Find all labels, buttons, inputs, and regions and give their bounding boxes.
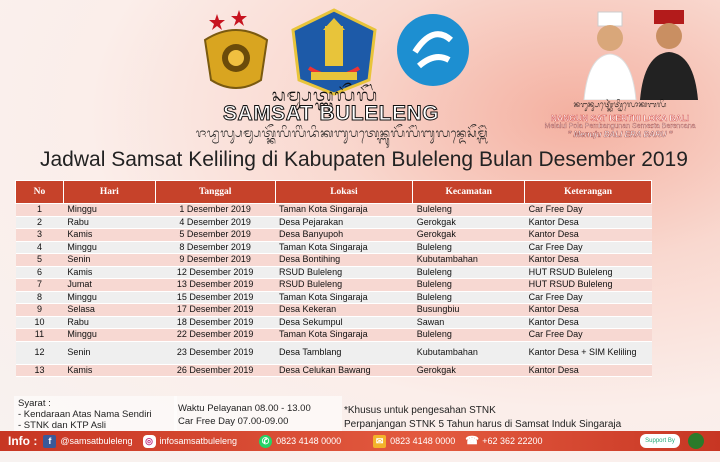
cell-kecamatan: Gerokgak (413, 229, 525, 242)
cell-hari: Minggu (63, 291, 155, 304)
cell-hari: Selasa (63, 304, 155, 317)
special-note (344, 404, 644, 432)
whatsapp-contact[interactable] (259, 435, 341, 448)
facebook-icon: f (43, 435, 56, 448)
page-title: Jadwal Samsat Keliling di Kabupaten Buleleng Bulan Desember 2019 (40, 148, 688, 171)
cell-keterangan: HUT RSUD Buleleng (525, 266, 652, 279)
special-note-line-2: Perpanjangan STNK 5 Tahun harus di Samsat Induk Singaraja (344, 419, 622, 430)
table-row (16, 291, 652, 304)
cell-kecamatan: Gerokgak (413, 216, 525, 229)
cell-lokasi: Desa Bontihing (275, 254, 413, 267)
cell-tanggal: 5 Desember 2019 (155, 229, 275, 242)
cell-no: 5 (16, 254, 64, 267)
cell-tanggal: 4 Desember 2019 (155, 216, 275, 229)
cell-kecamatan: Busungbiu (413, 304, 525, 317)
cell-hari: Rabu (63, 216, 155, 229)
car-free-day-hours: Car Free Day 07.00-09.00 (178, 416, 289, 427)
cell-kecamatan: Kubutambahan (413, 341, 525, 364)
table-row (16, 329, 652, 342)
table-row (16, 204, 652, 217)
col-header-kecamatan: Kecamatan (413, 181, 525, 204)
whatsapp-icon: ✆ (259, 435, 272, 448)
special-note-line-1: *Khusus untuk pengesahan STNK (344, 405, 496, 416)
cell-tanggal: 23 Desember 2019 (155, 341, 275, 364)
slogan-line-1: NANGUN SAT KERTHI LOKA BALI (550, 113, 690, 123)
cell-lokasi: Taman Kota Singaraja (275, 291, 413, 304)
cell-no: 3 (16, 229, 64, 242)
requirements-box (14, 396, 177, 436)
service-hours: Waktu Pelayanan 08.00 - 13.00 (178, 403, 311, 414)
cell-lokasi: Taman Kota Singaraja (275, 241, 413, 254)
service-hours-box (174, 396, 342, 436)
info-bar (0, 431, 720, 451)
cell-tanggal: 18 Desember 2019 (155, 316, 275, 329)
cell-keterangan: Car Free Day (525, 204, 652, 217)
cell-keterangan: Kantor Desa (525, 229, 652, 242)
cell-keterangan: HUT RSUD Buleleng (525, 279, 652, 292)
balinese-subtitle: ᬚᬤ᭄ᬯᬮ᭄ᬲᬫ᭄ᬲᬢ᭄ᬓᭂᬮᬶᬮᬶᬂᬤᬶᬓᬩᬸᬧᬢᬾᬦ᭄ᬩᬸᬮᭂᬮᭂᬂᬩᬸᬮᬦ᭄ᬤᬾᬲᭂᬫ᭄ᬩᭂᬃ (195, 126, 489, 140)
col-header-hari: Hari (63, 181, 155, 204)
cell-kecamatan: Buleleng (413, 204, 525, 217)
cell-lokasi: Taman Kota Singaraja (275, 204, 413, 217)
cell-lokasi: Desa Pejarakan (275, 216, 413, 229)
cell-no: 8 (16, 291, 64, 304)
support-badge: Support By (640, 434, 680, 448)
slogan-line-2: Melalui Pola Pembangunan Semesta Berencana (544, 123, 696, 130)
cell-kecamatan: Gerokgak (413, 364, 525, 377)
official-photo-1 (580, 10, 640, 100)
cell-tanggal: 13 Desember 2019 (155, 279, 275, 292)
table-row (16, 316, 652, 329)
cell-kecamatan: Buleleng (413, 266, 525, 279)
requirements-title: Syarat : (18, 398, 51, 409)
cell-lokasi: Taman Kota Singaraja (275, 329, 413, 342)
cell-tanggal: 9 Desember 2019 (155, 254, 275, 267)
cell-hari: Minggu (63, 241, 155, 254)
sms-icon: ✉ (373, 435, 386, 448)
slogan-balinese: ᬦᬗᬸᬦ᭄ᬲᬢ᭄ᬓᬾᬃᬢ᭄ᬣᬶᬮᭀᬓᬩᬮᬶ (573, 100, 667, 109)
cell-lokasi: RSUD Buleleng (275, 279, 413, 292)
cell-kecamatan: Buleleng (413, 329, 525, 342)
info-label: Info : (8, 434, 38, 448)
sms-contact[interactable] (373, 435, 455, 448)
table-row (16, 266, 652, 279)
instagram-icon: ◎ (143, 435, 156, 448)
cell-hari: Kamis (63, 229, 155, 242)
col-header-lokasi: Lokasi (275, 181, 413, 204)
phone-contact[interactable] (465, 435, 542, 448)
col-header-tanggal: Tanggal (155, 181, 275, 204)
cell-lokasi: RSUD Buleleng (275, 266, 413, 279)
table-row (16, 216, 652, 229)
cell-kecamatan: Kubutambahan (413, 254, 525, 267)
cell-keterangan: Kantor Desa (525, 364, 652, 377)
cell-keterangan: Kantor Desa (525, 216, 652, 229)
cell-keterangan: Car Free Day (525, 329, 652, 342)
cell-no: 7 (16, 279, 64, 292)
cell-no: 10 (16, 316, 64, 329)
cell-no: 1 (16, 204, 64, 217)
table-row (16, 364, 652, 377)
whatsapp-number: 0823 4148 0000 (276, 436, 342, 446)
cell-keterangan: Car Free Day (525, 291, 652, 304)
cell-tanggal: 1 Desember 2019 (155, 204, 275, 217)
cell-no: 2 (16, 216, 64, 229)
cell-hari: Rabu (63, 316, 155, 329)
slogan-line-3: " Menuju BALI ERA BARU " (567, 130, 673, 139)
requirement-item: - Kendaraan Atas Nama Sendiri (18, 409, 152, 420)
cell-kecamatan: Sawan (413, 316, 525, 329)
cell-lokasi: Desa Sekumpul (275, 316, 413, 329)
cell-kecamatan: Buleleng (413, 291, 525, 304)
cell-no: 9 (16, 304, 64, 317)
bali-province-logo (291, 8, 377, 96)
cell-keterangan: Car Free Day (525, 241, 652, 254)
table-row (16, 241, 652, 254)
cell-tanggal: 26 Desember 2019 (155, 364, 275, 377)
cell-hari: Minggu (63, 329, 155, 342)
official-photo-2 (638, 8, 700, 100)
requirement-item: - STNK dan KTP Asli (18, 420, 106, 431)
samsat-title: SAMSAT BULELENG (223, 102, 439, 125)
table-row (16, 341, 652, 364)
schedule-table (15, 180, 652, 377)
slogan (520, 98, 720, 139)
col-header-keterangan: Keterangan (525, 181, 652, 204)
table-row (16, 229, 652, 242)
cell-tanggal: 22 Desember 2019 (155, 329, 275, 342)
cell-no: 4 (16, 241, 64, 254)
cell-tanggal: 15 Desember 2019 (155, 291, 275, 304)
cell-no: 6 (16, 266, 64, 279)
jasa-raharja-logo (395, 12, 471, 88)
police-logo (195, 10, 277, 94)
cell-kecamatan: Buleleng (413, 279, 525, 292)
phone-icon: ☎ (465, 434, 479, 447)
cell-hari: Minggu (63, 204, 155, 217)
instagram-contact[interactable] (143, 435, 238, 448)
government-seal-icon (688, 433, 704, 449)
cell-tanggal: 12 Desember 2019 (155, 266, 275, 279)
cell-no: 12 (16, 341, 64, 364)
cell-kecamatan: Buleleng (413, 241, 525, 254)
table-row (16, 279, 652, 292)
cell-lokasi: Desa Banyupoh (275, 229, 413, 242)
cell-hari: Kamis (63, 364, 155, 377)
cell-hari: Jumat (63, 279, 155, 292)
cell-no: 11 (16, 329, 64, 342)
officials-panel (520, 0, 720, 140)
facebook-handle: @samsatbuleleng (60, 436, 133, 446)
cell-keterangan: Kantor Desa (525, 316, 652, 329)
table-row (16, 304, 652, 317)
col-header-no: No (16, 181, 64, 204)
cell-keterangan: Kantor Desa (525, 254, 652, 267)
cell-hari: Senin (63, 341, 155, 364)
cell-no: 13 (16, 364, 64, 377)
phone-number: +62 362 22200 (482, 436, 543, 446)
cell-lokasi: Desa Kekeran (275, 304, 413, 317)
facebook-contact[interactable] (43, 435, 132, 448)
cell-keterangan: Kantor Desa (525, 304, 652, 317)
cell-hari: Kamis (63, 266, 155, 279)
table-header-row (16, 181, 652, 204)
cell-tanggal: 8 Desember 2019 (155, 241, 275, 254)
instagram-handle: infosamsatbuleleng (159, 436, 238, 446)
cell-lokasi: Desa Celukan Bawang (275, 364, 413, 377)
balinese-title: ᬲᬫ᭄ᬲᬢ᭄ᬩᬸᬮᭂᬮᭂᬂ (271, 86, 379, 106)
cell-lokasi: Desa Tamblang (275, 341, 413, 364)
sms-number: 0823 4148 0000 (390, 436, 456, 446)
cell-keterangan: Kantor Desa + SIM Keliling (525, 341, 652, 364)
table-body (16, 204, 652, 377)
cell-tanggal: 17 Desember 2019 (155, 304, 275, 317)
table-row (16, 254, 652, 267)
cell-hari: Senin (63, 254, 155, 267)
